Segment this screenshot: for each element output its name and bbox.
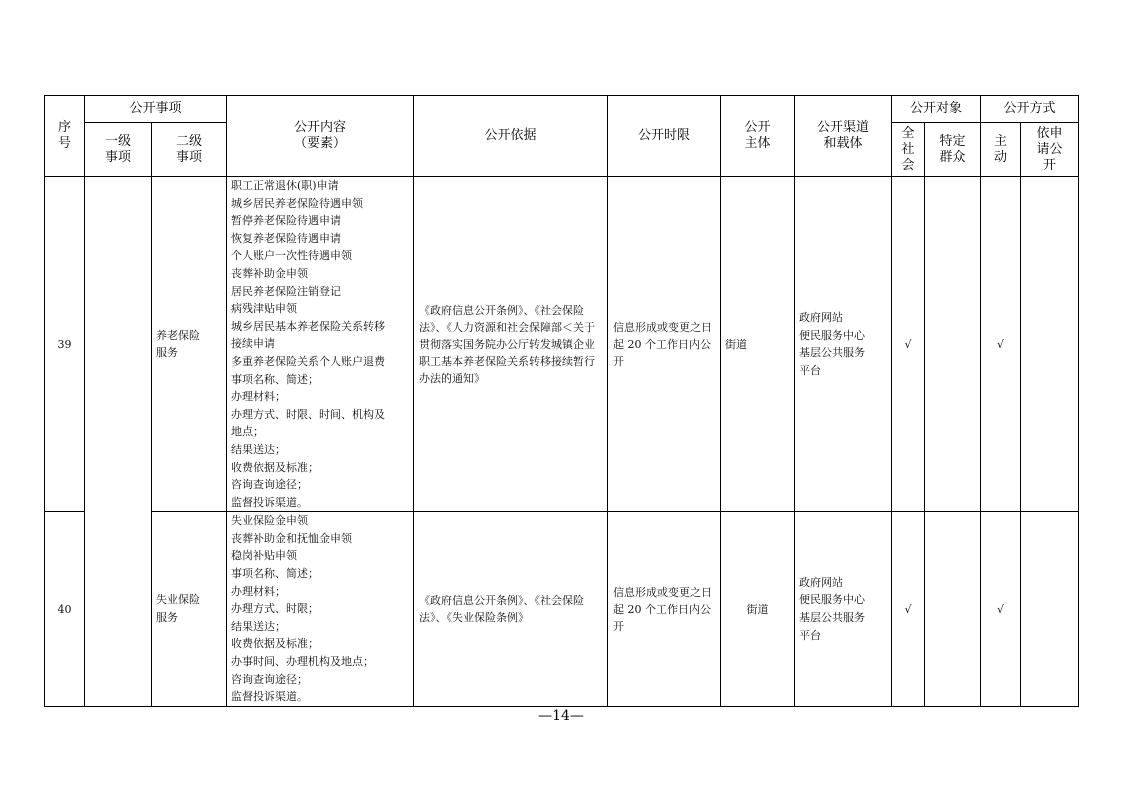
table-row [45,177,1079,512]
row-check-request [1021,177,1079,512]
header-method-request: 依申 请公 开 [1021,123,1079,177]
header-target-all: 全 社 会 [892,123,925,177]
row-time-limit: 信息形成或变更之日起 20 个工作日内公开 [608,512,721,707]
row-check-specific [925,177,981,512]
header-level2: 二级 事项 [152,123,227,177]
row-check-active: √ [981,512,1021,707]
row-channel: 政府网站 便民服务中心 基层公共服务 平台 [795,177,892,512]
header-subject: 公开 主体 [721,96,795,177]
header-method: 公开方式 [981,96,1079,123]
row-content: 职工正常退休(职)申请 城乡居民养老保险待遇申领 暂停养老保险待遇申请 恢复养老保险待遇申请 个人账户一次性待遇申领 丧葬补助金申领 居民养老保险注销登记 病残津贴申领 城乡居民基本养老保险关系转移 接续申请 多重养老保险关系个人账户退费 事项名称、简述； 办理材料； 办理方式、时限、时间、机构及 地点； 结果送达； 收费依据及标准； 咨询查询途径； 监督投诉渠道。 [227,177,414,512]
row-seq: 39 [45,177,85,512]
header-basis: 公开依据 [414,96,608,177]
header-method-active: 主 动 [981,123,1021,177]
row-check-all-society: √ [892,512,925,707]
row-basis: 《政府信息公开条例》、《社会保险法》、《人力资源和社会保障部＜关于贯彻落实国务院办公厅转发城镇企业职工基本养老保险关系转移接续暂行办法的通知》 [414,177,608,512]
header-channel: 公开渠道 和载体 [795,96,892,177]
header-target: 公开对象 [892,96,981,123]
row-level1 [85,177,152,707]
row-check-specific [925,512,981,707]
page-number: —14— [538,708,584,724]
row-check-request [1021,512,1079,707]
row-time-limit: 信息形成或变更之日起 20 个工作日内公开 [608,177,721,512]
header-target-specific: 特定 群众 [925,123,981,177]
row-check-all-society: √ [892,177,925,512]
header-level1: 一级 事项 [85,123,152,177]
header-public-items: 公开事项 [85,96,227,123]
row-check-active: √ [981,177,1021,512]
row-subject: 街道 [721,177,795,512]
header-content: 公开内容 （要素） [227,96,414,177]
row-content: 失业保险金申领 丧葬补助金和抚恤金申领 稳岗补贴申领 事项名称、简述； 办理材料； 办理方式、时限； 结果送达； 收费依据及标准； 办事时间、办理机构及地点； 咨询查询途径； 监督投诉渠道。 [227,512,414,707]
row-seq: 40 [45,512,85,707]
row-level2: 失业保险 服务 [152,512,227,707]
row-channel: 政府网站 便民服务中心 基层公共服务 平台 [795,512,892,707]
row-basis: 《政府信息公开条例》、《社会保险法》、《失业保险条例》 [414,512,608,707]
row-subject: 街道 [721,512,795,707]
header-seq: 序 号 [45,96,85,177]
table-row [45,512,1079,707]
row-level2: 养老保险 服务 [152,177,227,512]
header-time-limit: 公开时限 [608,96,721,177]
disclosure-table [44,95,1079,707]
